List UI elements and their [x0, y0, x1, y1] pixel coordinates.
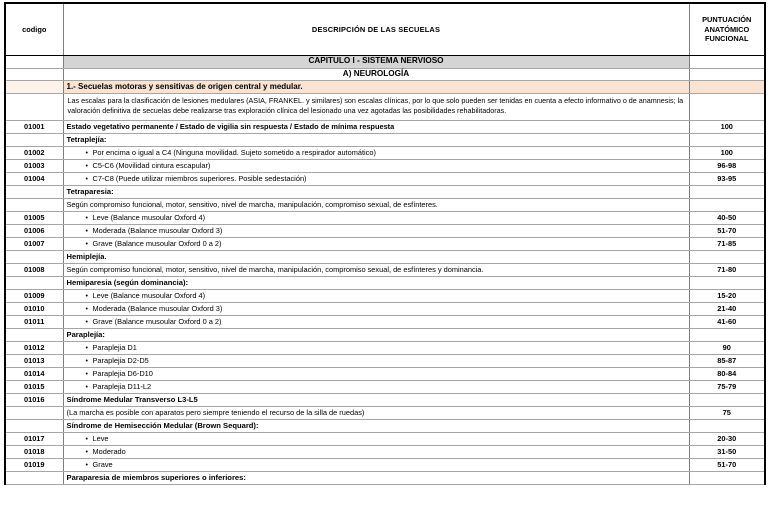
row-description	[63, 277, 689, 290]
row-description-text: Síndrome de Hemisección Medular (Brown Sequard):	[66, 421, 259, 431]
subchapter-code-cell	[5, 68, 63, 80]
row-code: 01001	[5, 121, 63, 134]
row-score	[689, 329, 765, 342]
row-description-text: Hemiplejía.	[66, 252, 107, 262]
row-description	[63, 173, 689, 186]
row-description	[63, 420, 689, 433]
row-score: 15-20	[689, 290, 765, 303]
row-description	[63, 303, 689, 316]
row-description	[63, 251, 689, 264]
row-description-text: Según compromiso funcional, motor, sensitivo, nivel de marcha, manipulación, compromiso sexual, de esfínteres y dominancia.	[66, 265, 484, 275]
row-score	[689, 251, 765, 264]
row-code	[5, 472, 63, 485]
section-row	[5, 80, 765, 93]
row-description-text: Síndrome Medular Transverso L3-L5	[66, 395, 198, 405]
row-description-text: • Leve (Balance musoular Oxford 4)	[67, 291, 206, 300]
table-row	[5, 134, 765, 147]
row-code	[5, 199, 63, 212]
row-description-text: • Moderada (Balance musoular Oxford 3)	[67, 226, 223, 235]
row-score: 40-50	[689, 212, 765, 225]
score-header-line1: PUNTUACIÓN	[702, 15, 752, 25]
row-description	[63, 264, 689, 277]
row-score: 90	[689, 342, 765, 355]
table-row	[5, 420, 765, 433]
row-description-text: Estado vegetativo permanente / Estado de vigilia sin respuesta / Estado de mínima respuesta	[66, 122, 395, 132]
row-description	[63, 329, 689, 342]
chapter-code-cell	[5, 55, 63, 68]
row-description	[63, 472, 689, 485]
table-row	[5, 277, 765, 290]
table-row	[5, 251, 765, 264]
table-row	[5, 407, 765, 420]
row-score	[689, 199, 765, 212]
table-row	[5, 264, 765, 277]
table-row	[5, 199, 765, 212]
column-header-code: codigo	[5, 3, 63, 55]
chapter-row	[5, 55, 765, 68]
table-row	[5, 121, 765, 134]
row-description-text: • Leve	[67, 434, 109, 443]
row-code: 01002	[5, 147, 63, 160]
row-description	[63, 355, 689, 368]
row-score	[689, 472, 765, 485]
row-code: 01004	[5, 173, 63, 186]
row-score: 85-87	[689, 355, 765, 368]
row-description	[63, 394, 689, 407]
row-description	[63, 121, 689, 134]
table-body	[5, 3, 765, 485]
document-page	[0, 2, 768, 505]
row-score: 75	[689, 407, 765, 420]
row-score: 71-85	[689, 238, 765, 251]
row-code	[5, 277, 63, 290]
table-row	[5, 160, 765, 173]
row-code	[5, 329, 63, 342]
row-description-text: • C7-C8 (Puede utilizar miembros superiores. Posible sedestación)	[67, 174, 307, 183]
row-code: 01003	[5, 160, 63, 173]
row-description-text: • Paraplejia D2-D5	[67, 356, 149, 365]
row-description-text: Tetraplejía:	[66, 135, 107, 145]
row-code	[5, 186, 63, 199]
row-score: 20-30	[689, 433, 765, 446]
table-row	[5, 355, 765, 368]
section-title: 1.- Secuelas motoras y sensitivas de origen central y medular.	[63, 80, 689, 93]
row-code: 01016	[5, 394, 63, 407]
row-description-text: • Grave	[67, 460, 113, 469]
row-score: 51-70	[689, 225, 765, 238]
row-description-text: • Paraplejia D11-L2	[67, 382, 152, 391]
row-description	[63, 186, 689, 199]
row-description-text: • Leve (Balance musoular Oxford 4)	[67, 213, 206, 222]
row-description-text: • Grave (Balance musoular Oxford 0 a 2)	[67, 317, 222, 326]
note-row	[5, 93, 765, 121]
section-code-cell	[5, 80, 63, 93]
row-description	[63, 290, 689, 303]
table-row	[5, 342, 765, 355]
row-description-text: • Paraplejia D6-D10	[67, 369, 153, 378]
section-score-cell	[689, 80, 765, 93]
row-description	[63, 199, 689, 212]
row-description	[63, 147, 689, 160]
row-description-text: Paraparesia de miembros superiores o inferiores:	[66, 473, 246, 483]
row-code: 01014	[5, 368, 63, 381]
row-score	[689, 186, 765, 199]
table-row	[5, 290, 765, 303]
subchapter-title: A) NEUROLOGÍA	[63, 68, 689, 80]
table-row	[5, 212, 765, 225]
row-score: 80-84	[689, 368, 765, 381]
row-description	[63, 238, 689, 251]
column-header-score	[689, 3, 765, 55]
row-description	[63, 368, 689, 381]
table-row	[5, 225, 765, 238]
table-row	[5, 238, 765, 251]
table-row	[5, 472, 765, 485]
row-code: 01005	[5, 212, 63, 225]
table-row	[5, 381, 765, 394]
row-description-text: • Grave (Balance musoular Oxford 0 a 2)	[67, 239, 222, 248]
table-row	[5, 329, 765, 342]
row-code: 01010	[5, 303, 63, 316]
row-description-text: Hemiparesia (según dominancia):	[66, 278, 189, 288]
row-score	[689, 134, 765, 147]
row-code: 01018	[5, 446, 63, 459]
row-description-text: • Moderada (Balance musoular Oxford 3)	[67, 304, 223, 313]
note-code-cell	[5, 93, 63, 121]
row-description-text: • Por encima o igual a C4 (Ninguna movilidad. Sujeto sometido a respirador automático)	[67, 148, 376, 157]
table-row	[5, 459, 765, 472]
score-header-line2: ANATÓMICO	[704, 24, 750, 34]
table-row	[5, 433, 765, 446]
subchapter-row	[5, 68, 765, 80]
row-score: 96-98	[689, 160, 765, 173]
row-description-text: Según compromiso funcional, motor, sensitivo, nivel de marcha, manipulación, compromiso sexual, de esfínteres.	[66, 200, 438, 210]
table-row	[5, 303, 765, 316]
row-description	[63, 446, 689, 459]
row-description-text: • Moderado	[67, 447, 126, 456]
secuelas-table	[4, 2, 766, 485]
row-description	[63, 316, 689, 329]
row-score: 93-95	[689, 173, 765, 186]
row-score: 75-79	[689, 381, 765, 394]
row-code: 01013	[5, 355, 63, 368]
table-row	[5, 446, 765, 459]
table-row	[5, 186, 765, 199]
row-score	[689, 394, 765, 407]
row-score: 71-80	[689, 264, 765, 277]
row-description	[63, 381, 689, 394]
row-description	[63, 225, 689, 238]
column-header-description: DESCRIPCIÓN DE LAS SECUELAS	[63, 3, 689, 55]
row-description-text: • Paraplejia D1	[67, 343, 137, 352]
row-score: 100	[689, 147, 765, 160]
row-code: 01015	[5, 381, 63, 394]
table-row	[5, 173, 765, 186]
row-code	[5, 134, 63, 147]
chapter-title: CAPITULO I - SISTEMA NERVIOSO	[63, 55, 689, 68]
table-row	[5, 368, 765, 381]
table-row	[5, 394, 765, 407]
row-code: 01012	[5, 342, 63, 355]
note-score-cell	[689, 93, 765, 121]
row-score	[689, 277, 765, 290]
row-code: 01017	[5, 433, 63, 446]
table-row	[5, 147, 765, 160]
row-description	[63, 433, 689, 446]
row-score: 100	[689, 121, 765, 134]
row-score: 21-40	[689, 303, 765, 316]
row-description-text: (La marcha es posible con aparatos pero siempre teniendo el recurso de la silla de ruedas)	[66, 408, 365, 418]
row-score: 31-50	[689, 446, 765, 459]
table-row	[5, 316, 765, 329]
row-code: 01007	[5, 238, 63, 251]
row-description	[63, 342, 689, 355]
row-code	[5, 420, 63, 433]
row-description	[63, 134, 689, 147]
table-header-row	[5, 3, 765, 55]
row-code: 01006	[5, 225, 63, 238]
row-description-text: Paraplejía:	[66, 330, 105, 340]
row-code: 01008	[5, 264, 63, 277]
score-header-line3: FUNCIONAL	[704, 33, 749, 43]
subchapter-score-cell	[689, 68, 765, 80]
row-score: 41-60	[689, 316, 765, 329]
row-code	[5, 407, 63, 420]
row-code: 01011	[5, 316, 63, 329]
row-description	[63, 407, 689, 420]
row-code: 01019	[5, 459, 63, 472]
row-description	[63, 212, 689, 225]
row-code	[5, 251, 63, 264]
row-code: 01009	[5, 290, 63, 303]
row-description-text: • C5-C6 (Movilidad cintura escapular)	[67, 161, 211, 170]
chapter-score-cell	[689, 55, 765, 68]
row-description	[63, 459, 689, 472]
row-score: 51-70	[689, 459, 765, 472]
note-text: Las escalas para la clasificación de lesiones medulares (ASIA, FRANKEL. y similares) son escalas clínicas, por lo que solo pueden ser tenidas en cuenta a efecto informativo o de anamnesis; la valoración definitiva de secuelas debe realizarse tras exploración clínica del lesionado una vez agotadas las posibilidades rehabilitadoras.	[63, 93, 689, 121]
row-description	[63, 160, 689, 173]
row-description-text: Tetraparesia:	[66, 187, 114, 197]
row-score	[689, 420, 765, 433]
